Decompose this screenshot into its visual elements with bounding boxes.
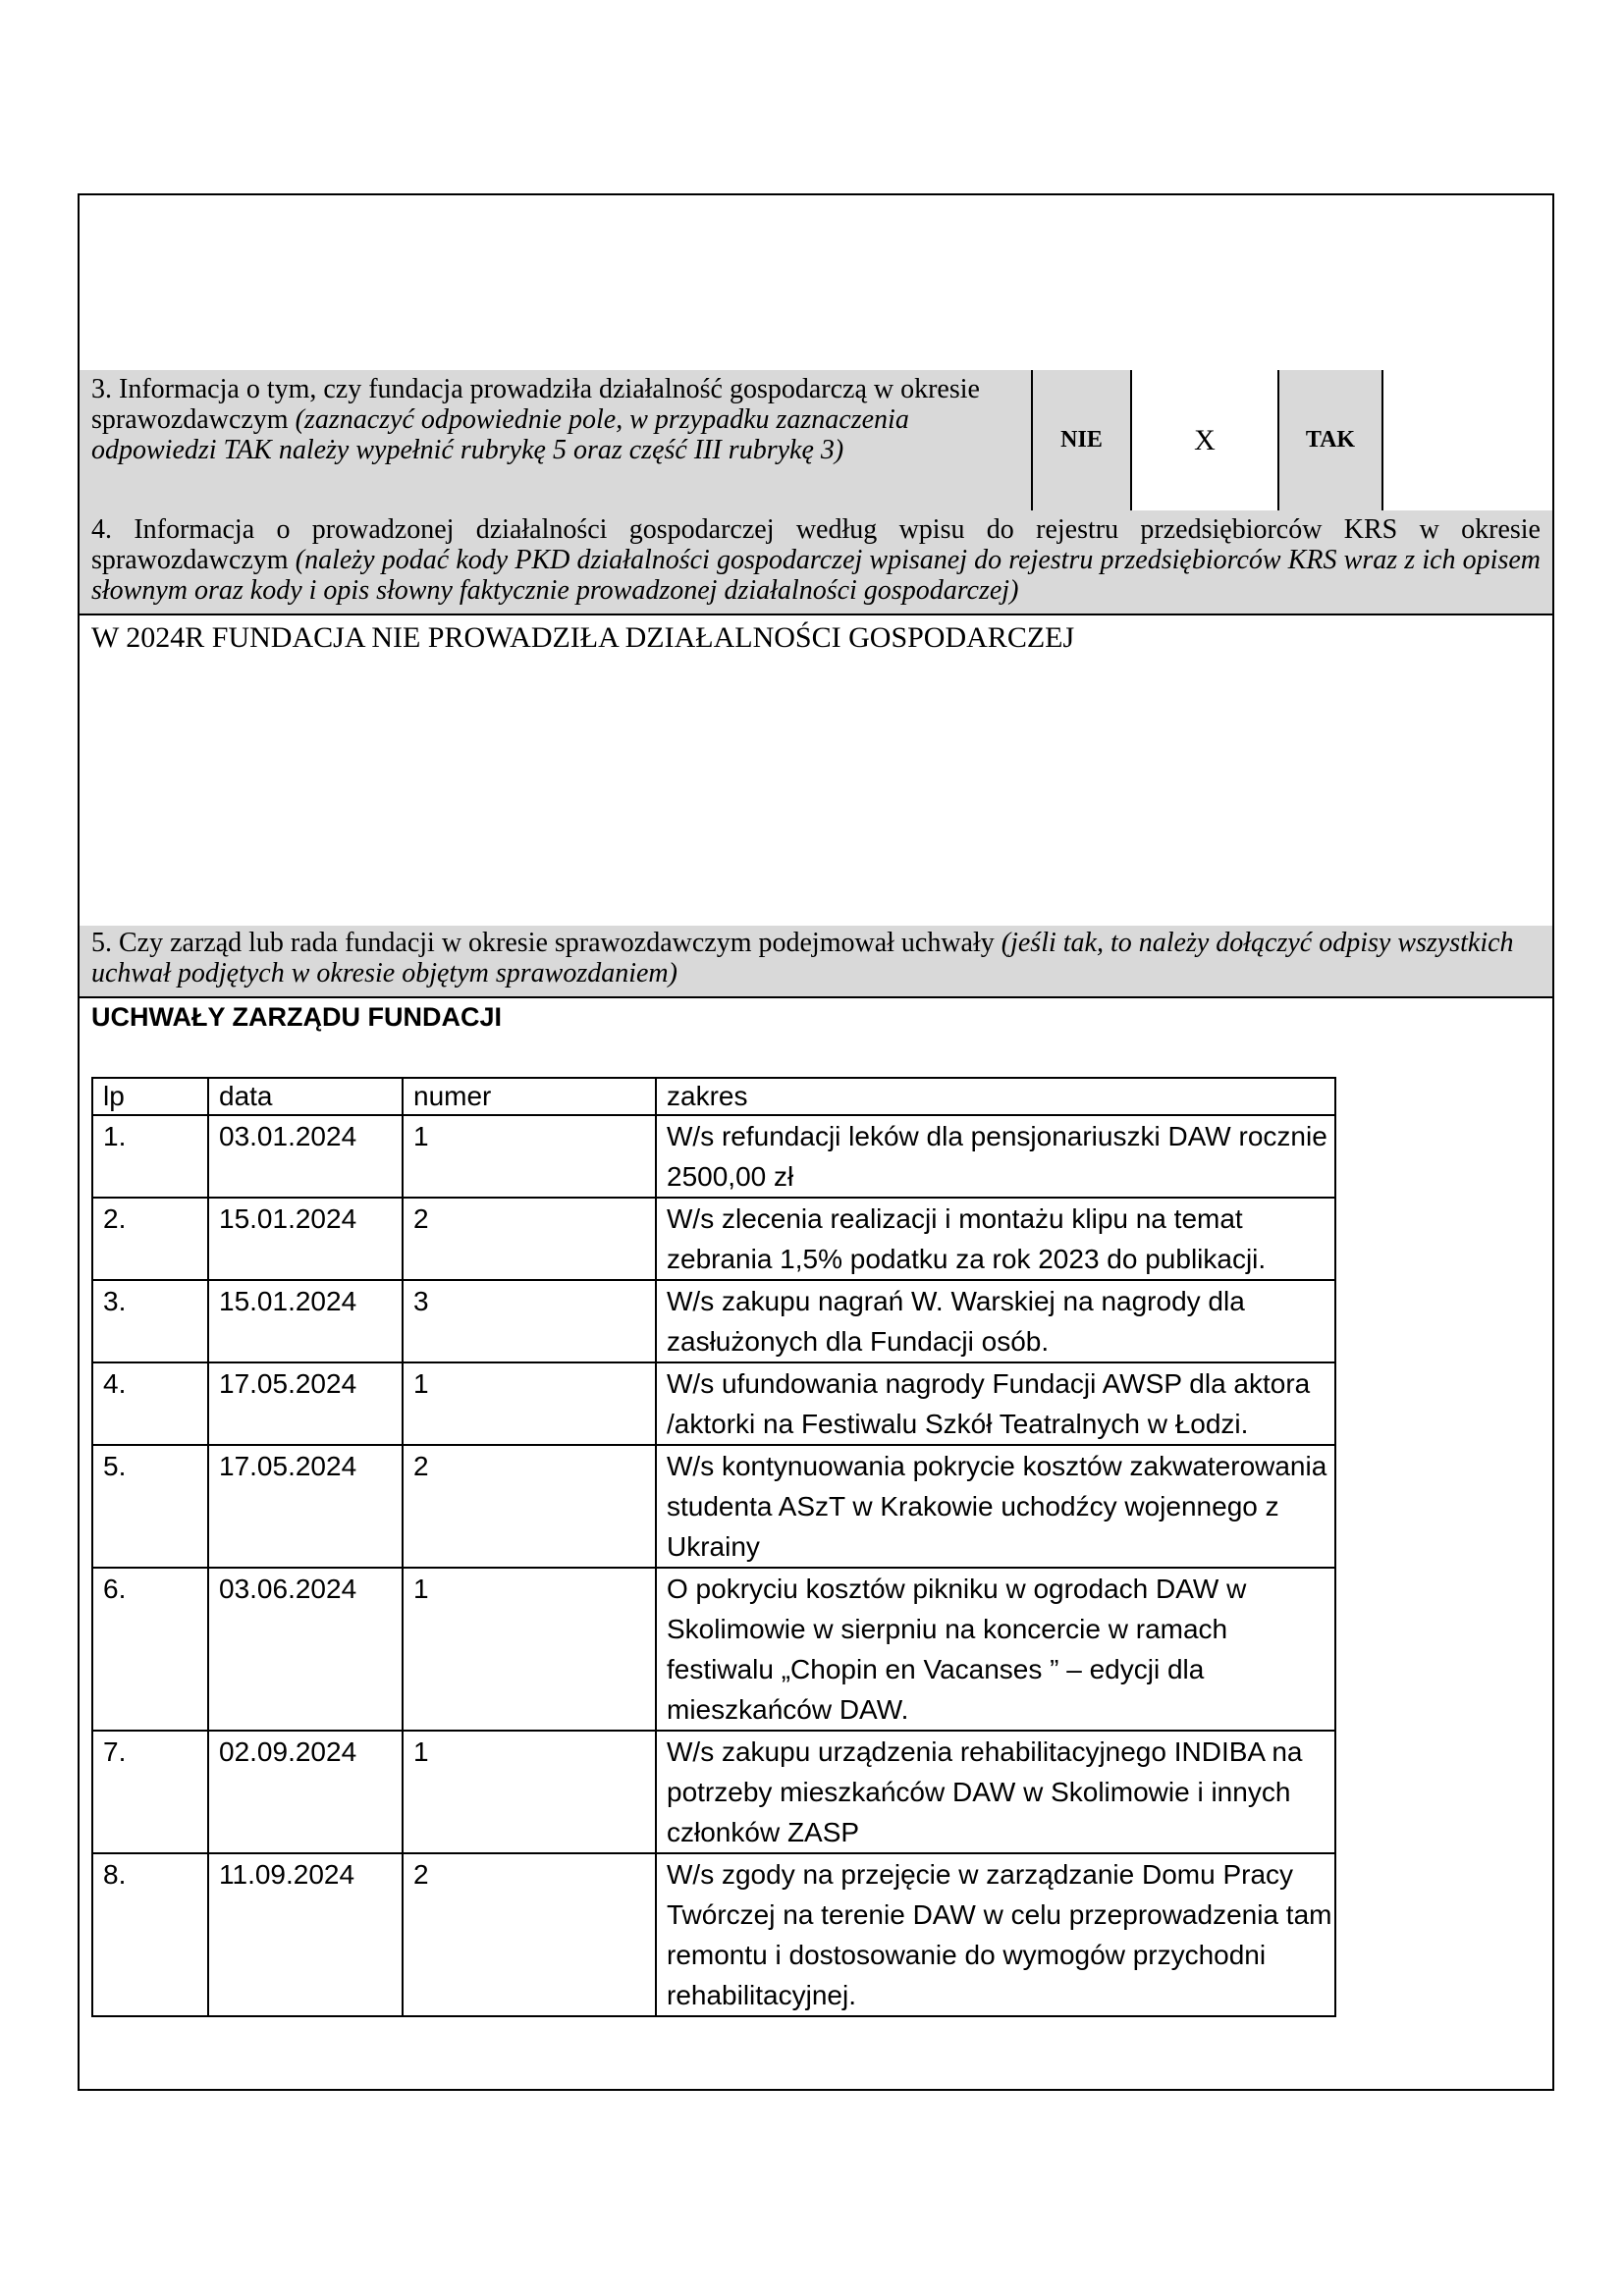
row-lp: 1. xyxy=(92,1115,208,1198)
section-5-row xyxy=(80,926,1552,996)
row-date: 15.01.2024 xyxy=(208,1280,403,1362)
resolutions-table xyxy=(91,1077,1336,2017)
row-date: 17.05.2024 xyxy=(208,1445,403,1568)
row-scope: W/s kontynuowania pokrycie kosztów zakwaterowania studenta ASzT w Krakowie uchodźcy wojennego z Ukrainy xyxy=(656,1445,1335,1568)
table-row xyxy=(92,1362,1335,1445)
section-4-note: (należy podać kody PKD działalności gospodarczej wpisanej do rejestru przedsiębiorców KRS wraz z ich opisem słownym oraz kody i opis słowny faktycznie prowadzonej działalności gospodarczej) xyxy=(91,545,1542,606)
row-number: 1 xyxy=(403,1568,656,1731)
section-3-note: (zaznaczyć odpowiednie pole, w przypadku zaznaczenia odpowiedzi TAK należy wypełnić rubrykę 5 oraz część III rubrykę 3) xyxy=(91,404,909,465)
nie-mark: X xyxy=(1194,423,1216,456)
tak-label: TAK xyxy=(1305,427,1356,453)
section-3-row xyxy=(80,370,1552,510)
column-header-zakres: zakres xyxy=(656,1078,1335,1115)
row-lp: 5. xyxy=(92,1445,208,1568)
table-row xyxy=(92,1445,1335,1568)
column-header-lp: lp xyxy=(92,1078,208,1115)
section-4-question-text: 4. Informacja o prowadzonej działalności gospodarczej według wpisu do rejestru przedsiębiorców KRS w okresie sprawozdawczym xyxy=(91,514,1541,575)
row-scope: W/s zakupu urządzenia rehabilitacyjnego INDIBA na potrzeby mieszkańców DAW w Skolimowie i innych członków ZASP xyxy=(656,1731,1335,1853)
row-date: 02.09.2024 xyxy=(208,1731,403,1853)
row-scope: W/s zakupu nagrań W. Warskiej na nagrody dla zasłużonych dla Fundacji osób. xyxy=(656,1280,1335,1362)
resolutions-title: UCHWAŁY ZARZĄDU FUNDACJI xyxy=(91,1002,502,1032)
table-header-row xyxy=(92,1078,1335,1115)
table-row xyxy=(92,1568,1335,1731)
row-lp: 7. xyxy=(92,1731,208,1853)
row-scope: W/s refundacji leków dla pensjonariuszki DAW rocznie 2500,00 zł xyxy=(656,1115,1335,1198)
row-date: 11.09.2024 xyxy=(208,1853,403,2016)
row-date: 17.05.2024 xyxy=(208,1362,403,1445)
section-5-question-text: 5. Czy zarząd lub rada fundacji w okresie sprawozdawczym podejmował uchwały xyxy=(91,928,995,958)
tak-label-cell xyxy=(1277,370,1381,510)
report-form-frame xyxy=(78,193,1554,2091)
row-number: 1 xyxy=(403,1115,656,1198)
section-5-question xyxy=(80,926,1552,988)
column-header-data: data xyxy=(208,1078,403,1115)
table-row xyxy=(92,1198,1335,1280)
section-3-question xyxy=(91,374,1040,465)
row-scope: W/s ufundowania nagrody Fundacji AWSP dla aktora /aktorki na Festiwalu Szkół Teatralnych w Łodzi. xyxy=(656,1362,1335,1445)
row-number: 1 xyxy=(403,1731,656,1853)
table-row xyxy=(92,1280,1335,1362)
table-row xyxy=(92,1731,1335,1853)
row-lp: 8. xyxy=(92,1853,208,2016)
column-header-numer: numer xyxy=(403,1078,656,1115)
table-row xyxy=(92,1115,1335,1198)
row-lp: 2. xyxy=(92,1198,208,1280)
tak-checkbox-cell[interactable] xyxy=(1381,370,1552,510)
divider xyxy=(80,614,1552,615)
row-lp: 3. xyxy=(92,1280,208,1362)
section-4-question xyxy=(80,510,1552,606)
section-4-answer: W 2024R FUNDACJA NIE PROWADZIŁA DZIAŁALNOŚCI GOSPODARCZEJ xyxy=(91,621,1075,654)
row-scope: W/s zgody na przejęcie w zarządzanie Domu Pracy Twórczej na terenie DAW w celu przeprowadzenia tam remontu i dostosowanie do wymogów przychodni rehabilitacyjnej. xyxy=(656,1853,1335,2016)
row-number: 2 xyxy=(403,1198,656,1280)
row-scope: O pokryciu kosztów pikniku w ogrodach DAW w Skolimowie w sierpniu na koncercie w ramach festiwalu „Chopin en Vacanses ” – edycji dla mieszkańców DAW. xyxy=(656,1568,1335,1731)
row-date: 03.06.2024 xyxy=(208,1568,403,1731)
nie-checkbox-cell[interactable] xyxy=(1130,370,1277,510)
row-date: 15.01.2024 xyxy=(208,1198,403,1280)
row-lp: 6. xyxy=(92,1568,208,1731)
divider xyxy=(80,996,1552,998)
nie-label-cell xyxy=(1031,370,1130,510)
row-lp: 4. xyxy=(92,1362,208,1445)
section-4-row xyxy=(80,510,1552,614)
row-number: 2 xyxy=(403,1853,656,2016)
row-date: 03.01.2024 xyxy=(208,1115,403,1198)
row-scope: W/s zlecenia realizacji i montażu klipu na temat zebrania 1,5% podatku za rok 2023 do publikacji. xyxy=(656,1198,1335,1280)
row-number: 1 xyxy=(403,1362,656,1445)
row-number: 2 xyxy=(403,1445,656,1568)
row-number: 3 xyxy=(403,1280,656,1362)
table-row xyxy=(92,1853,1335,2016)
section-3-question-text: 3. Informacja o tym, czy fundacja prowadziła działalność gospodarczą w okresie sprawozdawczym xyxy=(91,374,980,435)
nie-label: NIE xyxy=(1060,427,1103,453)
section-5-note: (jeśli tak, to należy dołączyć odpisy wszystkich uchwał podjętych w okresie objętym sprawozdaniem) xyxy=(91,928,1514,988)
